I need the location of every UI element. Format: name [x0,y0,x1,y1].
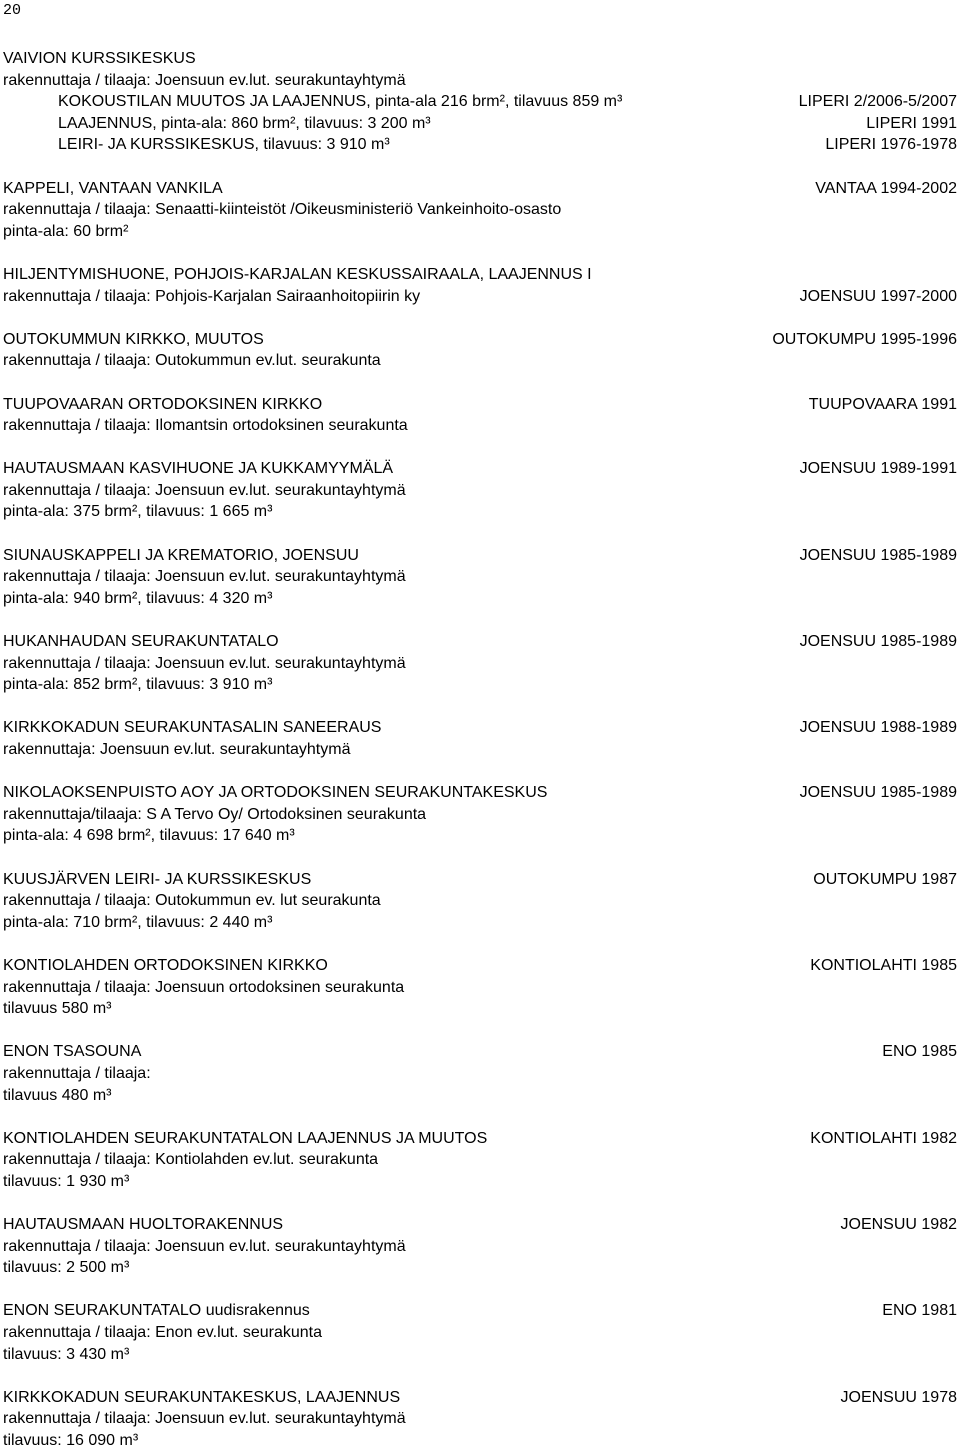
entry-line-row [3,1257,957,1279]
entry-line-row [3,566,957,588]
entry-line: rakennuttaja / tilaaja: Joensuun ev.lut. seurakuntayhtymä [3,1410,406,1428]
entry-line-row [3,1408,957,1430]
entry-title-row [3,717,957,739]
entry-spacer [3,696,957,718]
entry-line-row [3,739,957,761]
entry-line: pinta-ala: 852 brm², tilavuus: 3 910 m³ [3,676,273,694]
entry-line-row [3,1063,957,1085]
entry-line: rakennuttaja / tilaaja: Kontiolahden ev.lut. seurakunta [3,1151,379,1169]
entry-spacer [3,1365,957,1387]
entry-location: TUUPOVAARA 1991 [808,395,957,413]
entry-line-row [3,350,957,372]
entry-line-row [3,998,957,1020]
entry-line-row [3,653,957,675]
entry-title-row [3,329,957,351]
entry-line-row [3,1430,957,1452]
entry-title-row [3,955,957,977]
entry-spacer [3,1279,957,1301]
entry-line: pinta-ala: 710 brm², tilavuus: 2 440 m³ [3,913,273,931]
entry-line-row [3,588,957,610]
entry-title: KUUSJÄRVEN LEIRI- JA KURSSIKESKUS [3,870,312,888]
entry-spacer [3,761,957,783]
sub-item-text: LAAJENNUS, pinta-ala: 860 brm², tilavuus: 3 200 m³ [58,114,431,132]
entry-title: TUUPOVAARAN ORTODOKSINEN KIRKKO [3,395,323,413]
entries-container [3,156,957,1452]
entry-line-row [3,221,957,243]
entry-line: pinta-ala: 4 698 brm², tilavuus: 17 640 m³ [3,827,295,845]
entry-title: HUKANHAUDAN SEURAKUNTATALO [3,633,279,651]
entry-line-row [3,286,957,308]
entry-title: HILJENTYMISHUONE, POHJOIS-KARJALAN KESKUSSAIRAALA, LAAJENNUS I [3,265,592,283]
entry-location: OUTOKUMPU 1995-1996 [772,330,957,348]
entry-title-row [3,1387,957,1409]
sub-item-row [3,91,957,113]
sub-item-location: LIPERI 1976-1978 [825,136,957,154]
entry [3,545,957,610]
entry-line-row [3,1236,957,1258]
entry-title-row [3,1041,957,1063]
entry [3,1387,957,1452]
entry-title-row [3,1214,957,1236]
entry [3,458,957,523]
sub-item-location: LIPERI 1991 [866,114,957,132]
entry-line-row [3,1085,957,1107]
entry-line-row [3,1344,957,1366]
entry-title-row [3,1300,957,1322]
entry [3,869,957,934]
entry-line: pinta-ala: 940 brm², tilavuus: 4 320 m³ [3,589,273,607]
entry [3,1214,957,1279]
entry-title: ENON SEURAKUNTATALO uudisrakennus [3,1302,310,1320]
entry-location: JOENSUU 1978 [840,1388,957,1406]
entry-line-row [3,1171,957,1193]
entry-location: KONTIOLAHTI 1985 [810,956,957,974]
entry-line: pinta-ala: 375 brm², tilavuus: 1 665 m³ [3,503,273,521]
page-number: 20 [3,2,22,19]
entry-line: rakennuttaja / tilaaja: Joensuun ev.lut. seurakuntayhtymä [3,654,406,672]
entry-title-row [3,869,957,891]
entry-line: rakennuttaja / tilaaja: Outokummun ev. lut seurakunta [3,892,381,910]
entry [3,1128,957,1193]
entry-location: KONTIOLAHTI 1982 [810,1129,957,1147]
sub-item-text: KOKOUSTILAN MUUTOS JA LAAJENNUS, pinta-ala 216 brm², tilavuus 859 m³ [58,93,623,111]
entry-title-row [3,264,957,286]
entry [3,631,957,696]
entry-title: HAUTAUSMAAN KASVIHUONE JA KUKKAMYYMÄLÄ [3,460,394,478]
entry-spacer [3,156,957,178]
entry-location: JOENSUU 1985-1989 [799,784,957,802]
entry-line-row [3,825,957,847]
reference-list [3,48,957,1452]
entry-line: tilavuus 580 m³ [3,1000,112,1018]
sub-item-location: LIPERI 2/2006-5/2007 [798,93,957,111]
entry-location: JOENSUU 1989-1991 [799,460,957,478]
entry-location: OUTOKUMPU 1987 [813,870,957,888]
entry-line: rakennuttaja / tilaaja: Enon ev.lut. seurakunta [3,1324,323,1342]
entry [3,394,957,437]
entry-line: rakennuttaja / tilaaja: [3,1064,151,1082]
entry-title-row [3,178,957,200]
entry-location: JOENSUU 1982 [840,1216,957,1234]
entry-title-row [3,1128,957,1150]
entry-line: rakennuttaja / tilaaja: Senaatti-kiinteistöt /Oikeusministeriö Vankeinhoito-osasto [3,201,562,219]
entry-title-row [3,48,957,70]
entry-line: rakennuttaja: Joensuun ev.lut. seurakuntayhtymä [3,741,351,758]
entry-title: KIRKKOKADUN SEURAKUNTASALIN SANEERAUS [3,719,382,737]
entry-title: NIKOLAOKSENPUISTO AOY JA ORTODOKSINEN SEURAKUNTAKESKUS [3,784,548,802]
entry-location: JOENSUU 1985-1989 [799,546,957,564]
entry-location: JOENSUU 1997-2000 [799,287,957,305]
entry-location: JOENSUU 1985-1989 [799,633,957,651]
entry-title-row [3,545,957,567]
entry-line-row [3,804,957,826]
entry-line: rakennuttaja / tilaaja: Ilomantsin ortodoksinen seurakunta [3,417,408,435]
entry-title: KONTIOLAHDEN SEURAKUNTATALON LAAJENNUS JA MUUTOS [3,1129,488,1147]
entry-line: tilavuus: 3 430 m³ [3,1345,130,1363]
entry-title-row [3,394,957,416]
entry-spacer [3,523,957,545]
entry-line-row [3,1149,957,1171]
entry-line: rakennuttaja / tilaaja: Joensuun ortodoksinen seurakunta [3,978,405,996]
entry-line: rakennuttaja/tilaaja: S A Tervo Oy/ Ortodoksinen seurakunta [3,805,427,823]
entry-location: ENO 1985 [882,1043,957,1061]
entry-line-row [3,415,957,437]
entry-line: rakennuttaja / tilaaja: Pohjois-Karjalan Sairaanhoitopiirin ky [3,287,421,305]
entry-spacer [3,437,957,459]
entry-title-row [3,782,957,804]
entry-title: OUTOKUMMUN KIRKKO, MUUTOS [3,330,264,348]
entry-line: tilavuus: 2 500 m³ [3,1259,130,1277]
entry-title: ENON TSASOUNA [3,1043,142,1061]
entry-line-row [3,70,957,92]
entry [3,329,957,372]
entry [3,178,957,243]
entry-spacer [3,1192,957,1214]
sub-item-row [3,113,957,135]
entry-spacer [3,609,957,631]
entry-title: KAPPELI, VANTAAN VANKILA [3,179,223,197]
entry-line: rakennuttaja / tilaaja: Joensuun ev.lut. seurakuntayhtymä [3,1237,406,1255]
entry-title: KONTIOLAHDEN ORTODOKSINEN KIRKKO [3,956,328,974]
entry-location: ENO 1981 [882,1302,957,1320]
entry-spacer [3,242,957,264]
entry-builder: rakennuttaja / tilaaja: Joensuun ev.lut. seurakuntayhtymä [3,71,406,89]
entry [3,264,957,307]
entry-line: tilavuus: 1 930 m³ [3,1172,130,1190]
entry-line-row [3,501,957,523]
entry-title: VAIVION KURSSIKESKUS [3,50,196,67]
entry-title-row [3,458,957,480]
entry-spacer [3,1106,957,1128]
entry-line: tilavuus: 16 090 m³ [3,1432,139,1449]
entry [3,782,957,847]
entry-title: SIUNAUSKAPPELI JA KREMATORIO, JOENSUU [3,546,359,564]
entry-line-row [3,1322,957,1344]
entry-title: HAUTAUSMAAN HUOLTORAKENNUS [3,1216,284,1234]
entry [3,955,957,1020]
entry-spacer [3,372,957,394]
entry-title: KIRKKOKADUN SEURAKUNTAKESKUS, LAAJENNUS [3,1388,401,1406]
sub-item-text: LEIRI- JA KURSSIKESKUS, tilavuus: 3 910 m³ [58,136,390,154]
entry-line: tilavuus 480 m³ [3,1086,112,1104]
entry-line-row [3,912,957,934]
entry-line: rakennuttaja / tilaaja: Joensuun ev.lut. seurakuntayhtymä [3,568,406,586]
entry-line: pinta-ala: 60 brm² [3,222,129,240]
entry-spacer [3,307,957,329]
entry-spacer [3,847,957,869]
entry-line-row [3,890,957,912]
entry-line-row [3,199,957,221]
entry-location: JOENSUU 1988-1989 [799,719,957,737]
entry-line: rakennuttaja / tilaaja: Joensuun ev.lut. seurakuntayhtymä [3,481,406,499]
entry-location: VANTAA 1994-2002 [815,179,957,197]
entry-line-row [3,480,957,502]
entry [3,1041,957,1106]
entry-spacer [3,933,957,955]
entry-spacer [3,1020,957,1042]
sub-item-row [3,134,957,156]
entry [3,1300,957,1365]
entry-line: rakennuttaja / tilaaja: Outokummun ev.lut. seurakunta [3,352,381,370]
entry [3,717,957,760]
entry-vaivio [3,48,957,156]
entry-line-row [3,674,957,696]
entry-title-row [3,631,957,653]
entry-line-row [3,977,957,999]
